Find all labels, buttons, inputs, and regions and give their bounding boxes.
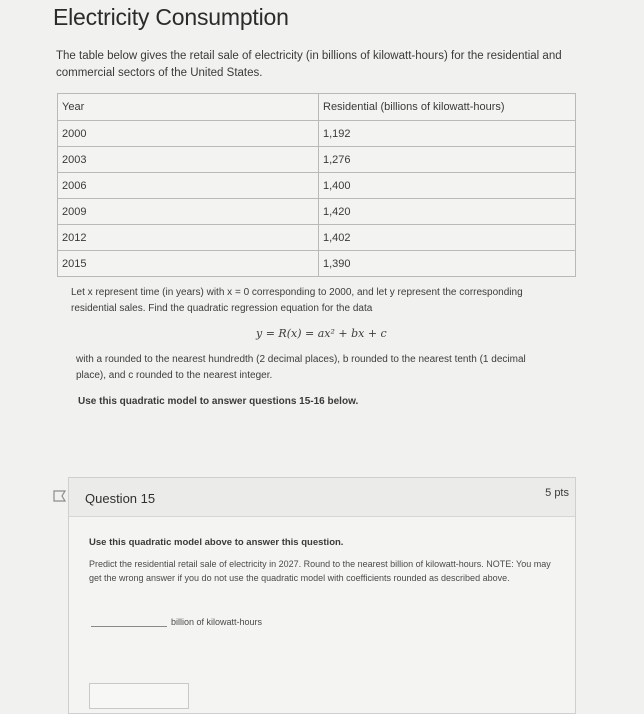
- table-header-year: Year: [58, 94, 319, 121]
- table-row: [58, 147, 576, 173]
- table-cell-year: 2012: [58, 225, 319, 251]
- table-cell-value: 1,400: [319, 173, 576, 199]
- table-cell-value: 1,276: [319, 147, 576, 173]
- table-cell-value: 1,420: [319, 199, 576, 225]
- regression-equation: y = R(x) = ax² + bx + c: [256, 327, 387, 340]
- answer-row: [91, 614, 262, 627]
- table-cell-year: 2003: [58, 147, 319, 173]
- table-row: [58, 199, 576, 225]
- question-title: Question 15: [85, 491, 156, 506]
- table-cell-year: 2000: [58, 121, 319, 147]
- table-header-row: [58, 94, 576, 121]
- answer-input[interactable]: [89, 683, 189, 709]
- answer-unit-label: billion of kilowatt-hours: [171, 617, 263, 627]
- page-title: Electricity Consumption: [53, 4, 289, 30]
- table-cell-year: 2006: [58, 173, 319, 199]
- table-header-residential: Residential (billions of kilowatt-hours): [319, 94, 576, 121]
- table-cell-year: 2015: [58, 251, 319, 277]
- question-card: [68, 477, 576, 714]
- table-cell-value: 1,192: [319, 121, 576, 147]
- question-points: 5 pts: [545, 487, 569, 499]
- use-model-note: Use this quadratic model to answer questions 15-16 below.: [78, 396, 359, 407]
- table-row: [58, 225, 576, 251]
- table-cell-value: 1,390: [319, 251, 576, 277]
- flag-icon[interactable]: [52, 490, 68, 502]
- table-row: [58, 251, 576, 277]
- data-table: [57, 93, 576, 277]
- table-cell-year: 2009: [58, 199, 319, 225]
- answer-blank[interactable]: [91, 614, 167, 627]
- question-body: Predict the residential retail sale of electricity in 2027. Round to the nearest billion of kilowatt-hours. NOTE: You may get the wrong answer if you do not use the quadratic model with coefficients rounded as described above.: [89, 559, 551, 583]
- table-row: [58, 121, 576, 147]
- question-instruction: Use this quadratic model above to answer this question.: [89, 537, 344, 548]
- question-header: [69, 478, 575, 517]
- regression-prompt: Let x represent time (in years) with x = 0 corresponding to 2000, and let y represent the corresponding residential sales. Find the quadratic regression equation for the data: [71, 287, 523, 314]
- table-row: [58, 173, 576, 199]
- rounding-instructions: with a rounded to the nearest hundredth (2 decimal places), b rounded to the nearest tenth (1 decimal place), and c rounded to the nearest integer.: [76, 354, 526, 381]
- intro-text: The table below gives the retail sale of electricity (in billions of kilowatt-hours) for the residential and commercial sectors of the United States.: [56, 50, 562, 79]
- table-cell-value: 1,402: [319, 225, 576, 251]
